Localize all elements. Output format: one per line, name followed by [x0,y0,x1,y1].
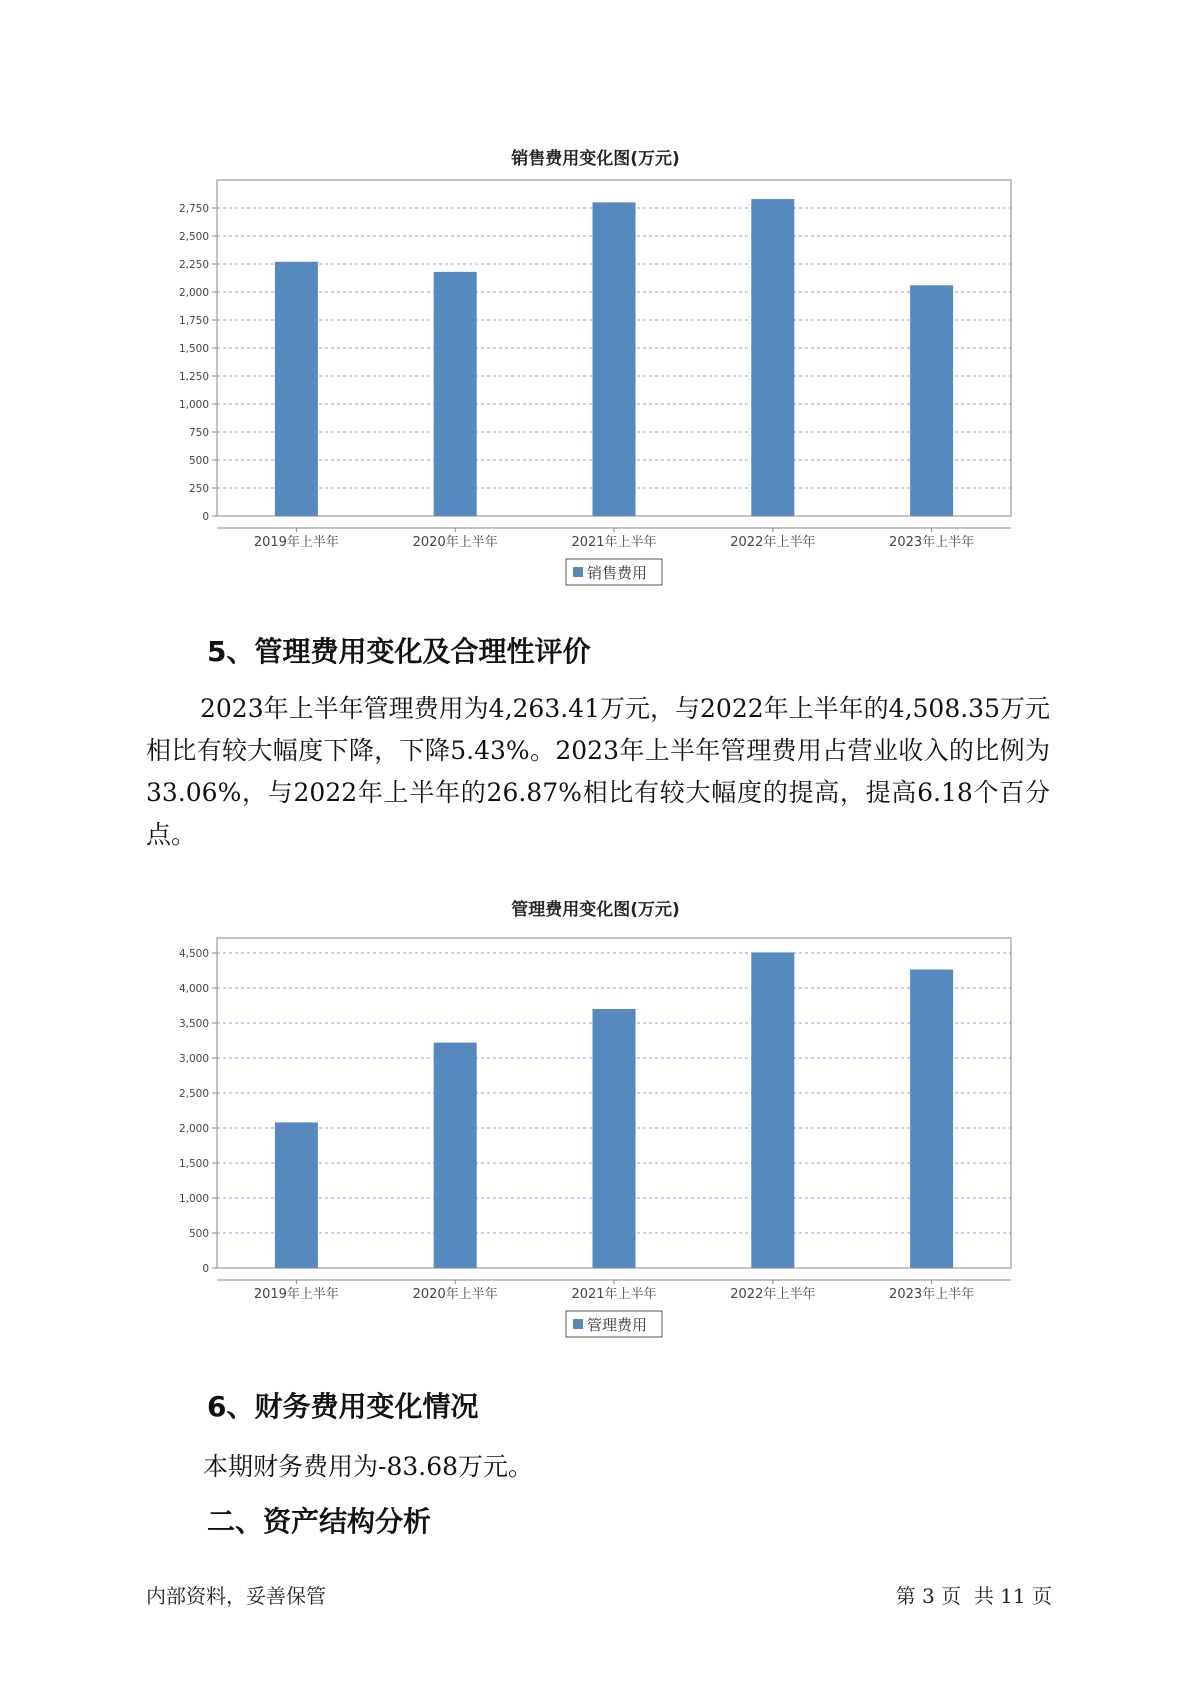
selling-y-tick-label: 1,000 [178,399,209,411]
selling-bar [751,199,794,516]
selling-x-tick-label: 2022年上半年 [730,535,816,550]
footer-page-number: 第 3 页 共 11 页 [895,1584,1052,1608]
selling-y-tick-label: 1,250 [178,371,209,383]
admin-y-tick-label: 1,000 [178,1193,209,1205]
finance-expense-text: 本期财务费用为-83.68万元。 [203,1452,534,1481]
admin-expense-text: 2023年上半年管理费用为4,263.41万元，与2022年上半年的4,508.35万元相比有较大幅度下降，下降5.43%。2023年上半年管理费用占营业收入的比例为33.06%，与2022年上半年的26.87%相比有较大幅度的提高，提高6.18个百分点。 [146,694,1050,849]
selling-legend-swatch [573,567,583,577]
admin-x-tick-label: 2020年上半年 [412,1287,498,1302]
admin-y-tick-label: 500 [188,1228,209,1240]
footer-confidential: 内部资料，妥善保管 [146,1584,326,1608]
selling-expense-chart [0,160,1191,600]
admin-y-tick-label: 2,000 [178,1123,209,1135]
admin-y-tick-label: 1,500 [178,1158,209,1170]
selling-chart-title: 销售费用变化图(万元) [511,149,680,169]
admin-legend-swatch [573,1319,583,1329]
selling-y-tick-label: 2,000 [178,287,209,299]
selling-y-tick-label: 1,750 [178,315,209,327]
admin-expense-paragraph [146,688,1050,856]
selling-y-tick-label: 2,250 [178,259,209,271]
selling-y-tick-label: 1,500 [178,343,209,355]
finance-expense-heading: 6、财务费用变化情况 [207,1390,479,1423]
admin-x-tick-label: 2023年上半年 [889,1287,975,1302]
admin-y-tick-label: 4,500 [178,948,209,960]
asset-structure-heading: 二、资产结构分析 [207,1505,432,1538]
admin-y-tick-label: 3,500 [178,1018,209,1030]
selling-bar [275,262,318,516]
admin-bar [910,970,953,1268]
admin-bar [751,952,794,1268]
selling-bar [910,285,953,516]
admin-y-tick-label: 4,000 [178,983,209,995]
selling-bar [593,202,636,516]
selling-bar [434,272,477,516]
admin-expense-heading: 5、管理费用变化及合理性评价 [207,635,591,668]
selling-y-tick-label: 2,500 [178,231,209,243]
admin-y-tick-label: 3,000 [178,1053,209,1065]
selling-legend-label: 销售费用 [587,564,648,582]
admin-x-tick-label: 2022年上半年 [730,1287,816,1302]
selling-y-tick-label: 0 [202,511,209,523]
selling-y-tick-label: 500 [188,455,209,467]
selling-y-tick-label: 250 [188,483,209,495]
selling-y-tick-label: 2,750 [178,203,209,215]
admin-bar [593,1009,636,1268]
admin-y-tick-label: 2,500 [178,1088,209,1100]
admin-chart-title: 管理费用变化图(万元) [511,900,680,920]
selling-x-tick-label: 2023年上半年 [889,535,975,550]
selling-x-tick-label: 2019年上半年 [253,535,339,550]
admin-y-tick-label: 0 [202,1263,209,1275]
admin-x-tick-label: 2019年上半年 [253,1287,339,1302]
selling-x-tick-label: 2020年上半年 [412,535,498,550]
admin-legend-label: 管理费用 [587,1316,648,1334]
admin-expense-chart [0,920,1191,1360]
selling-x-tick-label: 2021年上半年 [571,535,657,550]
admin-bar [434,1043,477,1268]
admin-bar [275,1122,318,1268]
selling-y-tick-label: 750 [188,427,209,439]
admin-x-tick-label: 2021年上半年 [571,1287,657,1302]
